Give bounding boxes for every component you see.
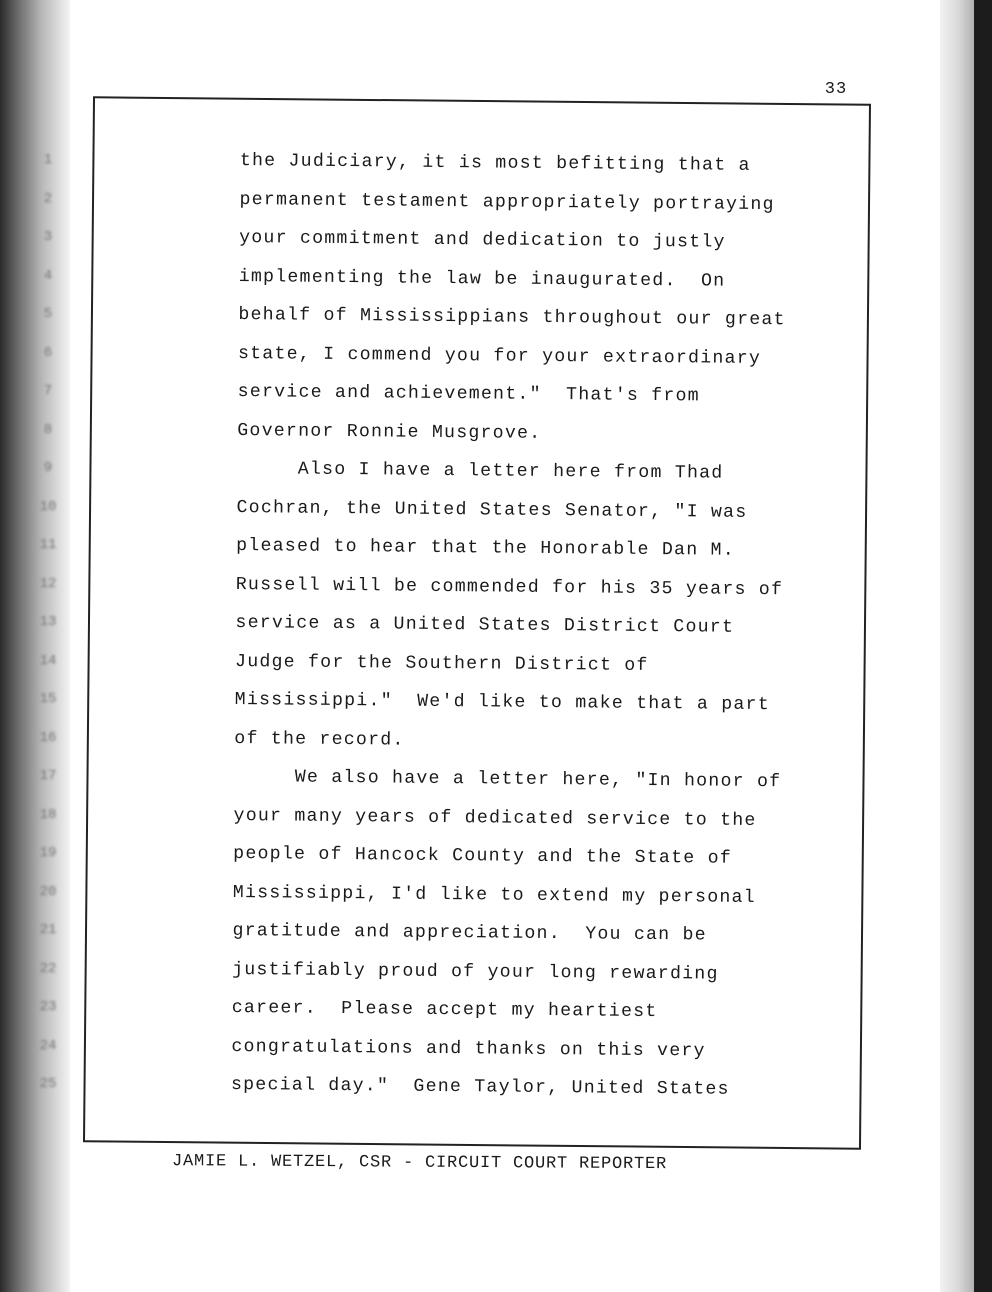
transcript-line: your commitment and dedication to justly: [239, 227, 726, 253]
line-number: 12: [39, 575, 57, 592]
transcript-line: service as a United States District Court: [235, 612, 735, 638]
line-number: 19: [39, 845, 57, 861]
line-number: 23: [39, 999, 57, 1015]
line-number: 24: [39, 1037, 57, 1054]
line-number: 6: [43, 344, 53, 361]
transcript-line: special day." Gene Taylor, United States: [230, 1074, 730, 1100]
transcript-line: congratulations and thanks on this very: [231, 1036, 706, 1062]
line-number: 10: [39, 498, 57, 515]
line-number: 11: [39, 537, 57, 553]
reporter-footer: JAMIE L. WETZEL, CSR - CIRCUIT COURT REPORTER: [171, 1152, 668, 1175]
transcript-line: Mississippi, I'd like to extend my personal: [232, 882, 757, 908]
line-number: 16: [39, 729, 57, 746]
transcript-line: service and achievement." That's from: [237, 381, 700, 407]
transcript-line: Mississippi." We'd like to make that a part: [234, 689, 771, 716]
transcript-line: permanent testament appropriately portraying: [239, 189, 775, 215]
transcript-line: Governor Ronnie Musgrove.: [237, 420, 542, 444]
transcript-line: pleased to hear that the Honorable Dan M.: [236, 535, 736, 561]
line-number: 25: [39, 1076, 57, 1092]
transcript-line: gratitude and appreciation. You can be: [232, 920, 707, 946]
line-number: 22: [39, 960, 57, 977]
line-number: 1: [43, 152, 53, 168]
line-number: 18: [39, 806, 57, 823]
line-number: 9: [43, 460, 53, 476]
line-number: 2: [43, 190, 53, 207]
transcript-line: career. Please accept my heartiest: [231, 997, 658, 1023]
transcript-line: behalf of Mississippians throughout our great: [238, 304, 786, 331]
transcript-line: state, I commend you for your extraordinary: [237, 343, 762, 369]
transcript-line: We also have a letter here, "In honor of: [233, 766, 782, 793]
transcript-line: the Judiciary, it is most befitting that a: [239, 150, 751, 176]
transcript-line: Russell will be commended for his 35 years of: [235, 574, 784, 600]
transcript-line: of the record.: [234, 728, 405, 751]
line-number: 20: [39, 883, 57, 900]
page-number: 33: [824, 80, 848, 99]
line-number: 14: [39, 652, 57, 669]
line-number: 4: [43, 267, 53, 284]
line-number: 13: [39, 614, 57, 630]
transcript-line: Also I have a letter here from Thad: [236, 458, 724, 484]
line-number: 15: [39, 691, 57, 707]
transcript-line: implementing the law be inaugurated. On: [238, 266, 726, 292]
transcript-line: Judge for the Southern District of: [234, 651, 649, 676]
line-number-column: [28, 150, 68, 1113]
line-number: 21: [39, 922, 57, 938]
line-number: 8: [43, 421, 53, 438]
line-number: 3: [43, 229, 53, 245]
transcript-line: justifiably proud of your long rewarding: [232, 959, 719, 985]
line-number: 5: [43, 306, 53, 322]
transcript-line: people of Hancock County and the State of: [233, 843, 733, 869]
transcript-body: [231, 148, 840, 1116]
scanner-border: [974, 0, 992, 1292]
transcript-line: Cochran, the United States Senator, "I was: [236, 497, 748, 523]
transcript-line: your many years of dedicated service to the: [233, 805, 757, 831]
line-number: 7: [43, 383, 53, 399]
line-number: 17: [39, 768, 57, 784]
